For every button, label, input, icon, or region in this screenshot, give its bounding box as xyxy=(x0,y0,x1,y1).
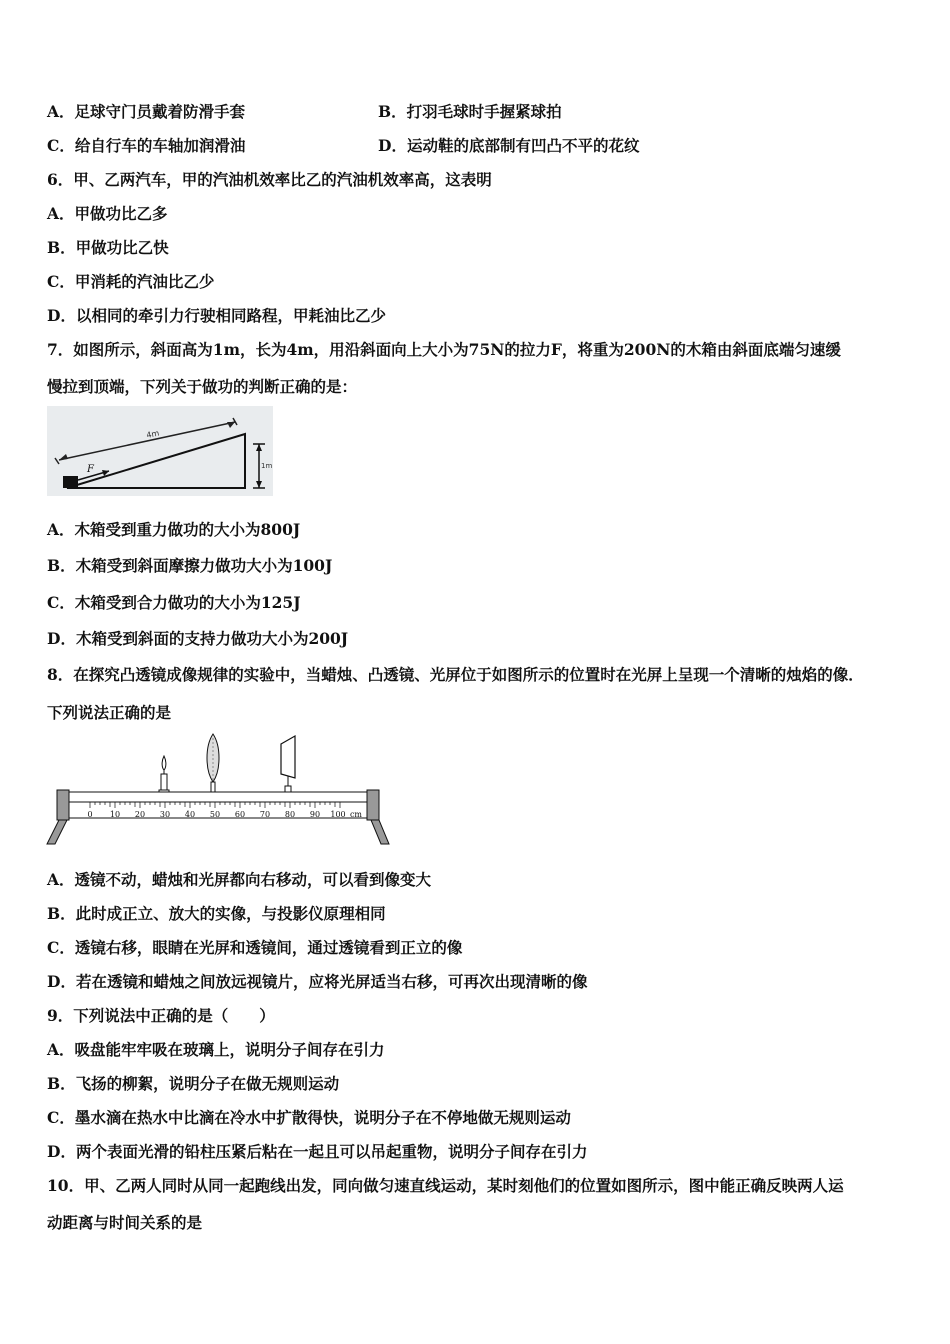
tick-label: 20 xyxy=(134,810,146,819)
q8-option-d: D．若在透镜和蜡烛之间放远视镜片，应将光屏适当右移，可再次出现清晰的像 xyxy=(47,972,588,991)
tick-label: 60 xyxy=(234,810,246,819)
q8-stem-line1: 8．在探究凸透镜成像规律的实验中，当蜡烛、凸透镜、光屏位于如图所示的位置时在光屏上呈现一个清晰的烛焰的像． xyxy=(47,665,864,684)
q7-stem-line1: 7．如图所示，斜面高为1m，长为4m，用沿斜面向上大小为75N的拉力F，将重为200N的木箱由斜面底端匀速缓 xyxy=(47,340,841,359)
incline-height-label: 1m xyxy=(261,462,273,470)
q8-option-c: C．透镜右移，眼睛在光屏和透镜间，通过透镜看到正立的像 xyxy=(47,938,463,957)
incline-length-label: 4m xyxy=(145,428,161,440)
q6-option-b: B．甲做功比乙快 xyxy=(47,238,169,257)
tick-unit: cm xyxy=(349,810,363,819)
q7-stem-line2: 慢拉到顶端，下列关于做功的判断正确的是： xyxy=(47,377,358,396)
q7-option-b: B．木箱受到斜面摩擦力做功大小为100J xyxy=(47,556,333,575)
q9-option-a: A．吸盘能牢牢吸在玻璃上，说明分子间存在引力 xyxy=(47,1040,385,1059)
tick-label: 100 xyxy=(330,810,346,819)
q6-stem: 6．甲、乙两汽车，甲的汽油机效率比乙的汽油机效率高，这表明 xyxy=(47,170,492,189)
tick-label: 80 xyxy=(284,810,296,819)
q6-option-a: A．甲做功比乙多 xyxy=(47,204,168,223)
optical-bench-figure xyxy=(45,732,390,847)
q7-option-c: C．木箱受到合力做功的大小为125J xyxy=(47,593,301,612)
q9-option-d: D．两个表面光滑的铅柱压紧后粘在一起且可以吊起重物，说明分子间存在引力 xyxy=(47,1142,588,1161)
q5-option-d: D．运动鞋的底部制有凹凸不平的花纹 xyxy=(378,136,640,155)
q6-option-c: C．甲消耗的汽油比乙少 xyxy=(47,272,215,291)
q5-option-a: A．足球守门员戴着防滑手套 xyxy=(47,102,246,121)
q5-option-b: B．打羽毛球时手握紧球拍 xyxy=(378,102,562,121)
q10-stem-line2: 动距离与时间关系的是 xyxy=(47,1213,203,1232)
tick-label: 70 xyxy=(259,810,271,819)
force-label: F xyxy=(87,464,94,475)
q7-option-a: A．木箱受到重力做功的大小为800J xyxy=(47,520,301,539)
q9-stem: 9．下列说法中正确的是（ ） xyxy=(47,1006,275,1025)
tick-label: 50 xyxy=(209,810,221,819)
q9-option-c: C．墨水滴在热水中比滴在冷水中扩散得快，说明分子在不停地做无规则运动 xyxy=(47,1108,571,1127)
tick-label: 90 xyxy=(309,810,321,819)
q10-stem-line1: 10．甲、乙两人同时从同一起跑线出发，同向做匀速直线运动，某时刻他们的位置如图所示，图中能正确反映两人运 xyxy=(47,1176,844,1195)
q6-option-d: D．以相同的牵引力行驶相同路程，甲耗油比乙少 xyxy=(47,306,386,325)
q8-stem-line2: 下列说法正确的是 xyxy=(47,703,172,722)
q8-option-a: A．透镜不动，蜡烛和光屏都向右移动，可以看到像变大 xyxy=(47,870,432,889)
q5-option-c: C．给自行车的车轴加润滑油 xyxy=(47,136,246,155)
tick-label: 10 xyxy=(109,810,121,819)
tick-label: 40 xyxy=(184,810,196,819)
convex-lens xyxy=(207,734,219,792)
q8-option-b: B．此时成正立、放大的实像，与投影仪原理相同 xyxy=(47,904,386,923)
tick-label: 0 xyxy=(87,810,93,819)
light-screen xyxy=(281,736,295,794)
q9-option-b: B．飞扬的柳絮，说明分子在做无规则运动 xyxy=(47,1074,340,1093)
wooden-box xyxy=(63,476,78,488)
candle xyxy=(159,756,169,794)
incline-figure xyxy=(47,406,273,496)
tick-label: 30 xyxy=(159,810,171,819)
q7-option-d: D．木箱受到斜面的支持力做功大小为200J xyxy=(47,629,349,648)
